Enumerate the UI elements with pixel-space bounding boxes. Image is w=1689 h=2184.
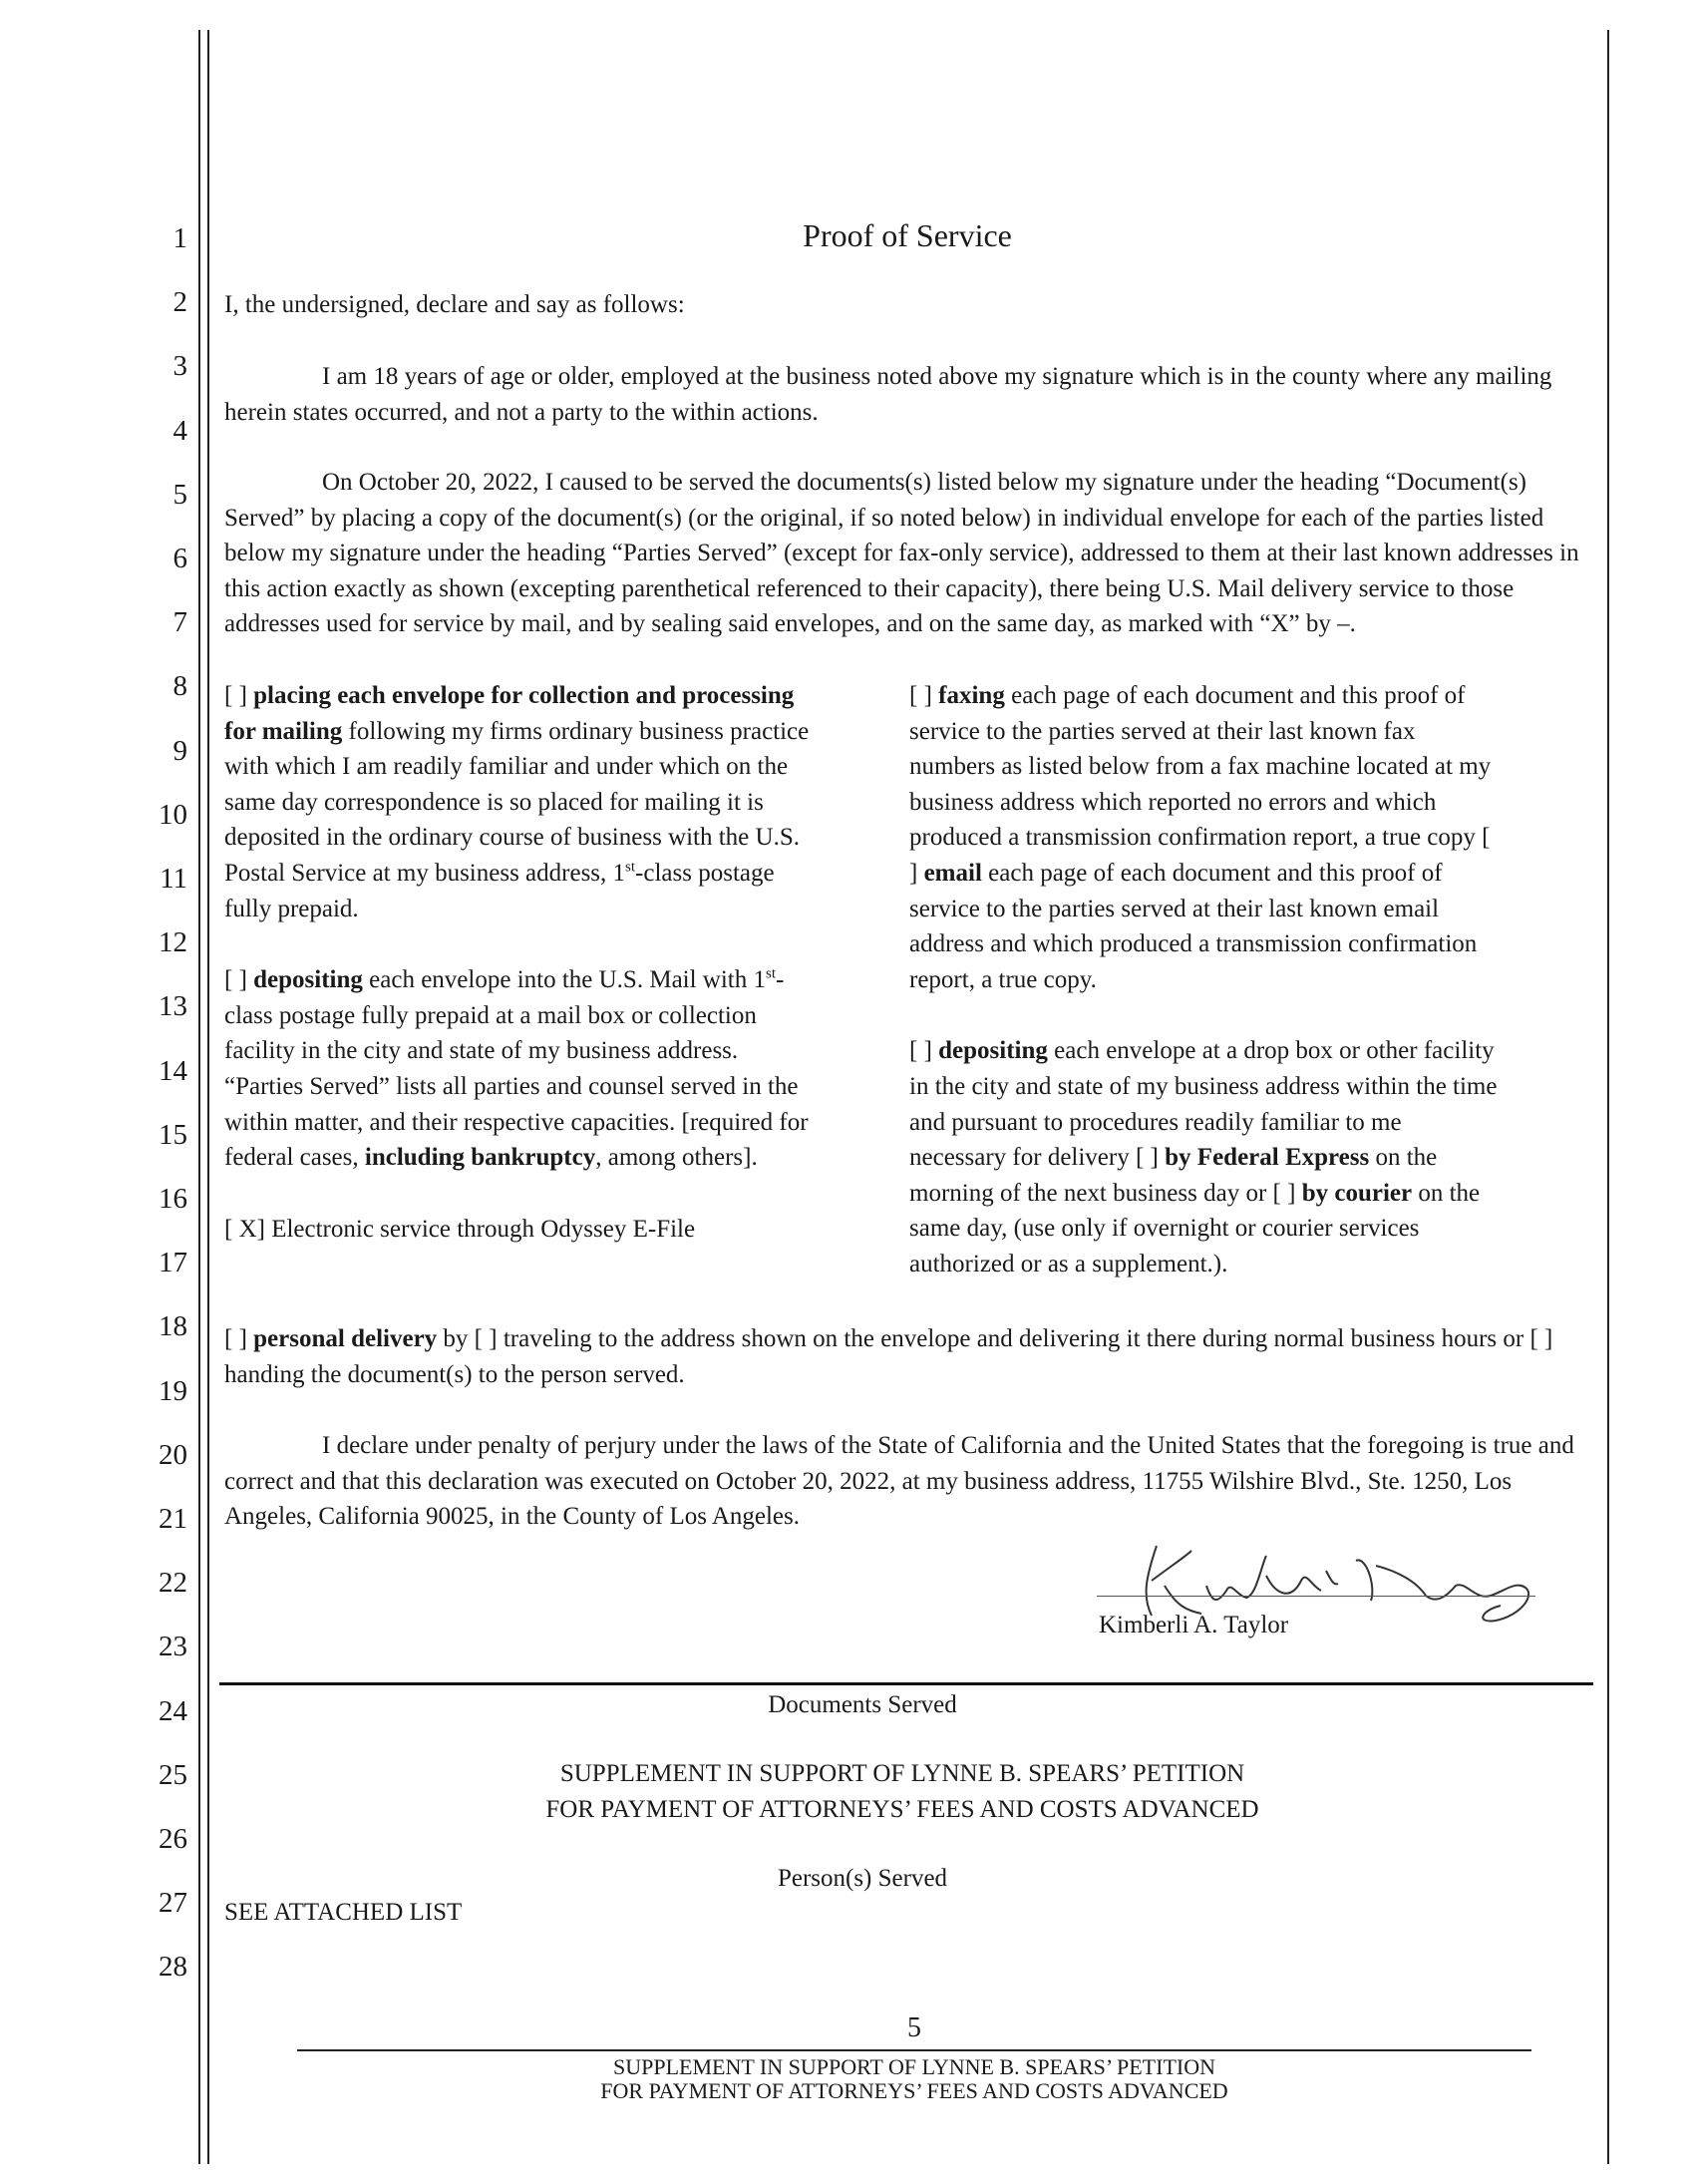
line-number: 28 [159,1951,187,1984]
fax-bold: faxing [938,682,1005,709]
deposit-sup: st [766,965,777,982]
deposit-checkbox: [ ] [224,966,247,994]
dropbox-bold: depositing [938,1037,1048,1065]
deposit-text-2: -class postage fully prepaid at a mail box or collection facility in the city and state of my business address. “Parties Served” lists all parties and counsel served in the within matter, and their respective capacities. [required for federal cases, [224,966,809,1172]
line-number: 25 [159,1758,187,1791]
signature-line [1097,1596,1535,1597]
dropbox-text: each envelope at a drop box or other facility in the city and state of my business address within the time and pursuant to procedures readily familiar to me necessary for delivery [909,1037,1498,1172]
line-number: 4 [172,414,187,447]
page-number: 5 [907,2012,921,2043]
persons-served-heading: Person(s) Served [777,1865,948,1892]
courier-text: on the same day, (use only if overnight or courier services authorized or as a supplement.). [909,1179,1481,1277]
personal-text: by [ ] traveling to the address shown on the envelope and delivering it there during normal business hours or [ ] handing the document(s) to the person served. [224,1325,1553,1388]
document-title-2: FOR PAYMENT OF ATTORNEYS’ FEES AND COSTS ADVANCED [545,1796,1259,1823]
line-number: 15 [159,1118,187,1151]
signer-name: Kimberli A. Taylor [1099,1612,1289,1638]
line-number: 22 [159,1567,187,1600]
line-number: 11 [160,863,187,895]
deposit-bold: depositing [253,966,363,994]
documents-served-heading: Documents Served [768,1691,957,1718]
line-number: 20 [159,1438,187,1471]
deposit-option [224,962,823,1176]
mail-bold: placing each envelope for collection and processing for mailing [224,682,795,745]
fedex-bold: by Federal Express [1165,1144,1370,1172]
dropbox-checkbox: [ ] [909,1037,932,1065]
mail-text-2: -class postage fully prepaid. [224,859,775,922]
line-number: 14 [159,1054,187,1087]
line-number: 10 [159,798,187,831]
fedex-text: on the morning of the next business day or [909,1144,1438,1207]
line-number: 26 [159,1823,187,1855]
line-number: 1 [172,222,187,254]
right-column [909,678,1503,1282]
fax-text: each page of each document and this proof of service to the parties served at their last known fax numbers as listed below from a fax machine located at my business address which reported no errors and which produced a transmission confirmation report, a true copy [909,682,1492,852]
line-number: 19 [159,1374,187,1407]
right-margin-line [1607,30,1609,2164]
line-number: 2 [172,286,187,319]
efile-option: [ X] Electronic service through Odyssey E-File [224,1215,696,1243]
line-number: 13 [159,990,187,1023]
deposit-text: each envelope into the U.S. Mail with 1 [369,966,766,994]
line-number: 6 [172,543,187,574]
personal-bold: personal delivery [253,1325,438,1352]
line-number: 5 [172,478,187,511]
line-number: 7 [172,606,187,639]
declaration-paragraph: I declare under penalty of perjury under the laws of the State of California and the United States that the foregoing is true and correct and that this declaration was executed on October 20, 2022, at my business address, 11755 Wilshire Blvd., Ste. 1250, Los Angeles, California 90025, in the County of Los Angeles. [224,1432,1574,1531]
fax-checkbox: [ ] [909,682,932,709]
line-number: 18 [159,1310,187,1343]
left-margin-line-inner [207,30,209,2164]
line-number: 17 [159,1247,187,1279]
mail-option [224,678,823,926]
line-number: 8 [172,670,187,703]
age-paragraph: I am 18 years of age or older, employed at the business noted above my signature which is in the county where any mailing herein states occurred, and not a party to the within actions. [224,363,1552,426]
page-title: Proof of Service [803,217,1012,253]
footer-rule [297,2049,1531,2051]
footer-line-1: SUPPLEMENT IN SUPPORT OF LYNNE B. SPEARS’ PETITION [612,2054,1215,2079]
left-column [224,678,823,1247]
served-paragraph: On October 20, 2022, I caused to be served the documents(s) listed below my signature under the heading “Document(s) Served” by placing a copy of the document(s) (or the original, if so noted below) in individual envelope for each of the parties listed below my signature under the heading “Parties Served” (except for fax-only service), addressed to them at their last known addresses in this action exactly as shown (excepting parenthetical referenced to their capacity), there being U.S. Mail delivery service to those addresses used for service by mail, and by sealing said envelopes, and on the same day, as marked with “X” by –. [224,469,1579,638]
courier-bold: by courier [1301,1179,1413,1207]
footer-line-2: FOR PAYMENT OF ATTORNEYS’ FEES AND COSTS ADVANCED [600,2078,1228,2103]
line-number: 23 [159,1631,187,1663]
deposit-text-3: , among others]. [595,1144,758,1172]
email-bold: email [923,859,982,887]
line-number: 24 [159,1694,187,1727]
line-number: 3 [172,350,187,383]
mail-checkbox: [ ] [224,682,247,709]
fedex-checkbox: [ ] [1135,1144,1159,1172]
intro-text: I, the undersigned, declare and say as follows: [224,291,685,318]
see-attached-list: SEE ATTACHED LIST [224,1899,463,1926]
fax-option [909,678,1503,997]
dropbox-option [909,1033,1503,1281]
personal-checkbox: [ ] [224,1325,247,1352]
mail-text: following my firms ordinary business practice with which I am readily familiar and under which on the same day correspondence is so placed for mailing it is deposited in the ordinary course of business with the U.S. Postal Service at my business address, 1 [224,717,810,887]
email-checkbox: [ ] [909,824,1491,887]
line-number: 16 [159,1183,187,1215]
document-title-1: SUPPLEMENT IN SUPPORT OF LYNNE B. SPEARS’ PETITION [559,1760,1245,1787]
left-margin-line-outer [198,30,200,2164]
line-number: 12 [159,926,187,959]
line-number: 27 [159,1887,187,1920]
personal-delivery-option [224,1321,1580,1392]
section-divider [219,1682,1593,1685]
deposit-bold-2: including bankruptcy [364,1144,596,1172]
mail-sup: st [625,859,636,876]
line-number: 9 [172,734,187,767]
line-number: 21 [159,1503,187,1535]
email-text: each page of each document and this proof of service to the parties served at their last known email address and which produced a transmission confirmation report, a true copy. [909,859,1478,993]
courier-checkbox: [ ] [1272,1179,1296,1207]
